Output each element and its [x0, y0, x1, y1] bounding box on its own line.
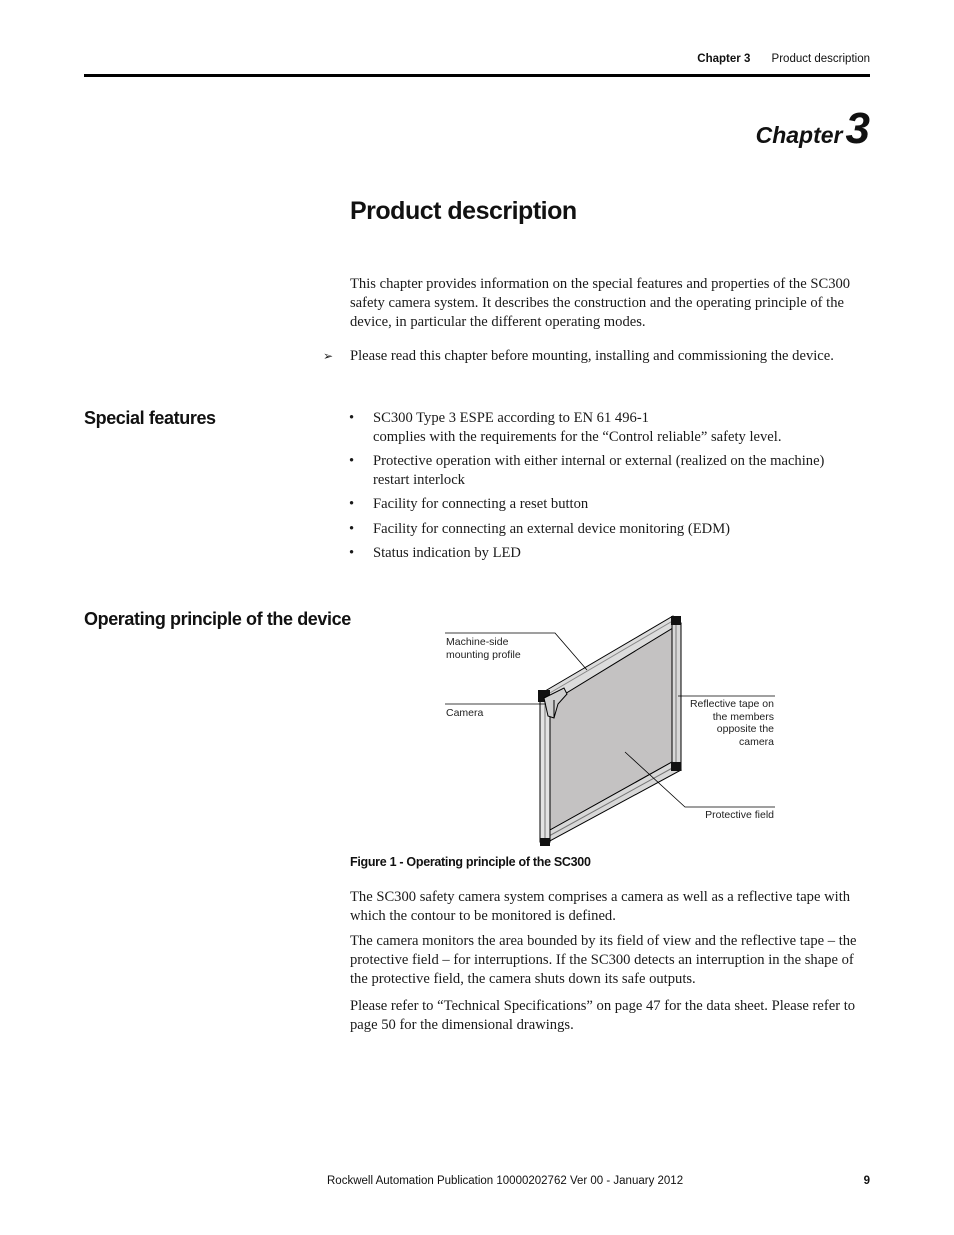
figure-caption: Figure 1 - Operating principle of the SC300: [350, 855, 591, 869]
corner-block: [540, 838, 550, 846]
label-line: the members: [712, 710, 774, 723]
running-header: [697, 53, 870, 65]
list-item-text: Status indication by LED: [373, 545, 521, 561]
page-title: Product description: [350, 197, 577, 225]
list-item: [349, 495, 869, 514]
running-header-chapter: Chapter 3: [697, 53, 751, 65]
list-item-text: Facility for connecting an external device monitoring (EDM): [373, 520, 731, 537]
chapter-number: 3: [845, 104, 870, 153]
reflective-tape-label: [690, 698, 774, 748]
label-line: mounting profile: [446, 648, 521, 661]
bullet-icon: •: [349, 520, 355, 537]
note-text: Please read this chapter before mounting, installing and commissioning the device.: [350, 348, 834, 364]
bullet-icon: •: [349, 453, 355, 469]
body-paragraph: The SC300 safety camera system comprises a camera as well as a reflective tape with which the contour to be monitored is defined.: [350, 889, 851, 924]
header-rule: [84, 74, 870, 77]
bullet-icon: •: [349, 496, 355, 512]
list-item: [349, 409, 869, 446]
special-features-heading: Special features: [84, 408, 216, 428]
list-item-text: restart interlock: [373, 471, 465, 488]
protective-field-label: Protective field: [705, 809, 774, 821]
footer-publication: Rockwell Automation Publication 10000202762 Ver 00 - January 2012: [327, 1175, 684, 1187]
operating-principle-heading: Operating principle of the device: [84, 609, 351, 629]
label-line: Machine-side: [446, 636, 509, 648]
list-item-text: complies with the requirements for the “Control reliable” safety level.: [373, 428, 782, 445]
mounting-profile-label: [446, 636, 521, 661]
list-item-text: Facility for connecting a reset button: [373, 496, 589, 512]
list-item: [349, 544, 869, 563]
chapter-label: [756, 104, 870, 154]
special-features-list: [349, 409, 869, 563]
label-line: opposite the: [716, 723, 774, 735]
label-line: camera: [738, 735, 774, 748]
operating-principle-figure: [430, 590, 790, 860]
running-header-section: Product description: [771, 53, 870, 65]
intro-paragraph: This chapter provides information on the special features and properties of the SC300 safety camera system. It describes the construction and the operating principle of the device, in particular the different operating modes.: [350, 276, 851, 330]
label-line: Reflective tape on: [689, 698, 774, 710]
bullet-icon: •: [349, 545, 355, 561]
camera-label: Camera: [446, 707, 484, 719]
corner-block: [671, 762, 681, 771]
list-item: [349, 520, 869, 539]
body-paragraph: The camera monitors the area bounded by its field of view and the reflective tape – the protective field – for interruptions. If the SC300 detects an interruption in the shape of the protective field, the camera shuts down its safe outputs.: [350, 933, 857, 987]
corner-block: [671, 616, 681, 625]
bullet-icon: •: [349, 410, 355, 426]
chapter-word: Chapter: [755, 122, 843, 148]
list-item-text: Protective operation with either internal or external (realized on the machine): [373, 453, 825, 469]
body-paragraph: Please refer to “Technical Specifications” on page 47 for the data sheet. Please refer to page 50 for the dimensional drawings.: [350, 998, 856, 1033]
list-item: [349, 452, 869, 489]
arrow-bullet-icon: ➢: [323, 349, 334, 363]
list-item-text: SC300 Type 3 ESPE according to EN 61 496-1: [373, 410, 649, 426]
page-number: 9: [863, 1175, 870, 1187]
